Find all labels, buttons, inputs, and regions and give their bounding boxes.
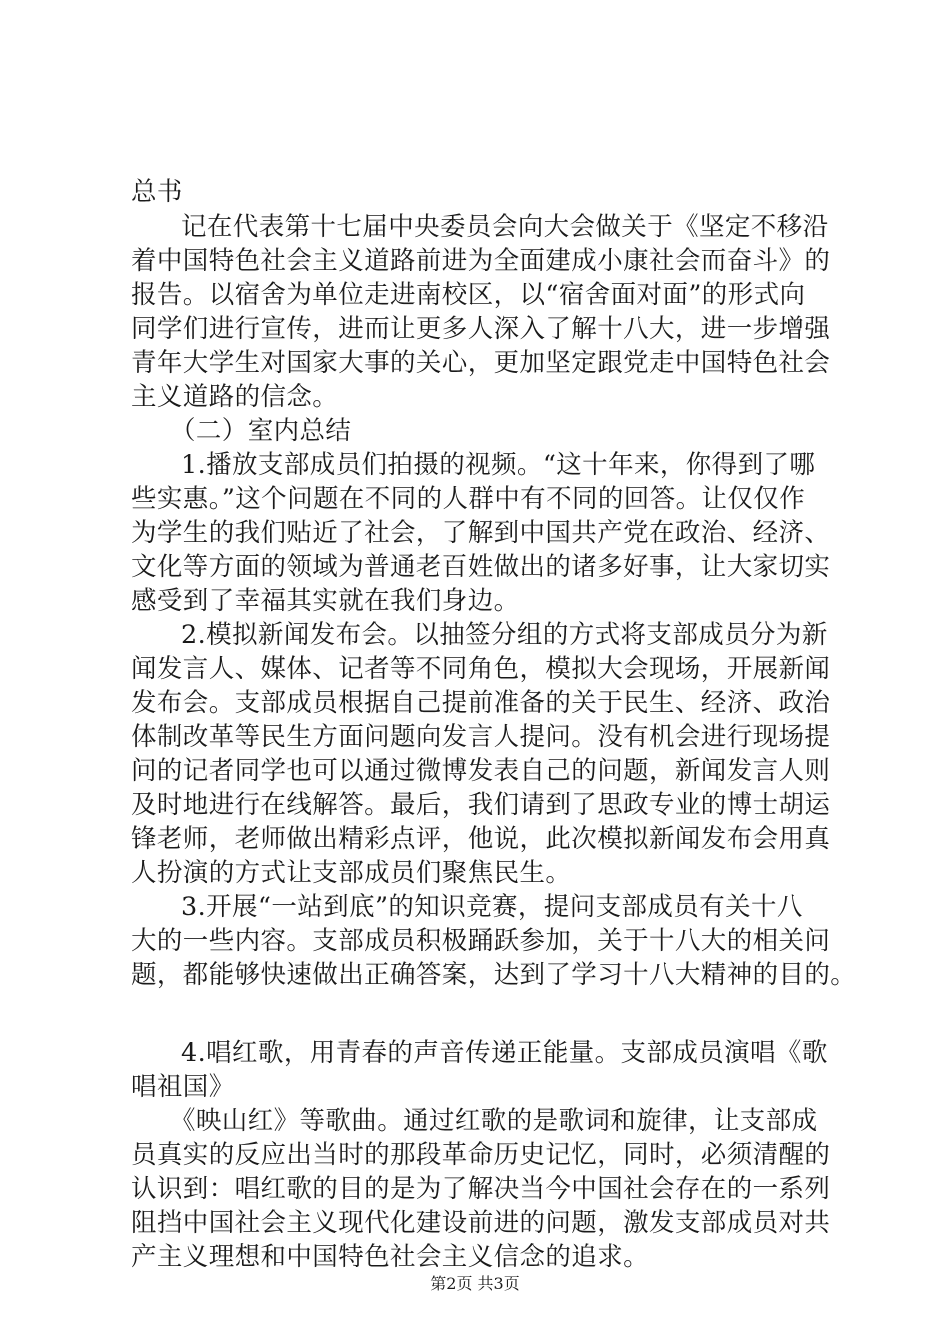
text-line: 报告。以宿舍为单位走进南校区，以“宿舍面对面”的形式向: [131, 280, 806, 310]
text-line: 着中国特色社会主义道路前进为全面建成小康社会而奋斗》的: [131, 246, 831, 276]
text-line: 唱祖国》: [131, 1072, 235, 1102]
text-line: 阻挡中国社会主义现代化建设前进的问题，激发支部成员对共: [131, 1208, 831, 1238]
text-line: 感受到了幸福其实就在我们身边。: [131, 586, 520, 616]
text-line: 人扮演的方式让支部成员们聚焦民生。: [131, 858, 572, 888]
text-line: 文化等方面的领域为普通老百姓做出的诸多好事，让大家切实: [131, 552, 831, 582]
text-line: 总书: [131, 177, 183, 207]
text-line: 为学生的我们贴近了社会，了解到中国共产党在政治、经济、: [131, 518, 831, 548]
text-line: 主义道路的信念。: [131, 382, 339, 412]
text-line: 4.唱红歌，用青春的声音传递正能量。支部成员演唱《歌: [181, 1038, 828, 1068]
text-line: 题，都能够快速做出正确答案，达到了学习十八大精神的目的。: [131, 960, 857, 990]
text-line: 同学们进行宣传，进而让更多人深入了解十八大，进一步增强: [131, 314, 831, 344]
text-line: 认识到：唱红歌的目的是为了解决当今中国社会存在的一系列: [131, 1174, 831, 1204]
section-heading: （二）室内总结: [170, 416, 352, 446]
text-line: 1.播放支部成员们拍摄的视频。“这十年来，你得到了哪: [181, 450, 816, 480]
text-line: 记在代表第十七届中央委员会向大会做关于《坚定不移沿: [181, 212, 829, 242]
text-line: 闻发言人、媒体、记者等不同角色，模拟大会现场，开展新闻: [131, 654, 831, 684]
text-line: 体制改革等民生方面问题向发言人提问。没有机会进行现场提: [131, 722, 831, 752]
text-line: 锋老师，老师做出精彩点评，他说，此次模拟新闻发布会用真: [131, 824, 831, 854]
text-line: 大的一些内容。支部成员积极踊跃参加，关于十八大的相关问: [131, 926, 831, 956]
text-line: 员真实的反应出当时的那段革命历史记忆，同时，必须清醒的: [131, 1140, 831, 1170]
text-line: 发布会。支部成员根据自己提前准备的关于民生、经济、政治: [131, 688, 831, 718]
page-indicator: 第2页 共3页: [430, 1274, 520, 1293]
text-line: 2.模拟新闻发布会。以抽签分组的方式将支部成员分为新: [181, 620, 828, 650]
text-line: 些实惠。”这个问题在不同的人群中有不同的回答。让仅仅作: [131, 484, 806, 514]
text-line: 及时地进行在线解答。最后，我们请到了思政专业的博士胡运: [131, 790, 831, 820]
text-line: 3.开展“一站到底”的知识竞赛，提问支部成员有关十八: [181, 892, 803, 922]
text-line: 产主义理想和中国特色社会主义信念的追求。: [131, 1242, 650, 1272]
text-line: 《映山红》等歌曲。通过红歌的是歌词和旋律，让支部成: [170, 1106, 818, 1136]
text-line: 青年大学生对国家大事的关心，更加坚定跟党走中国特色社会: [131, 348, 831, 378]
text-line: 问的记者同学也可以通过微博发表自己的问题，新闻发言人则: [131, 756, 831, 786]
